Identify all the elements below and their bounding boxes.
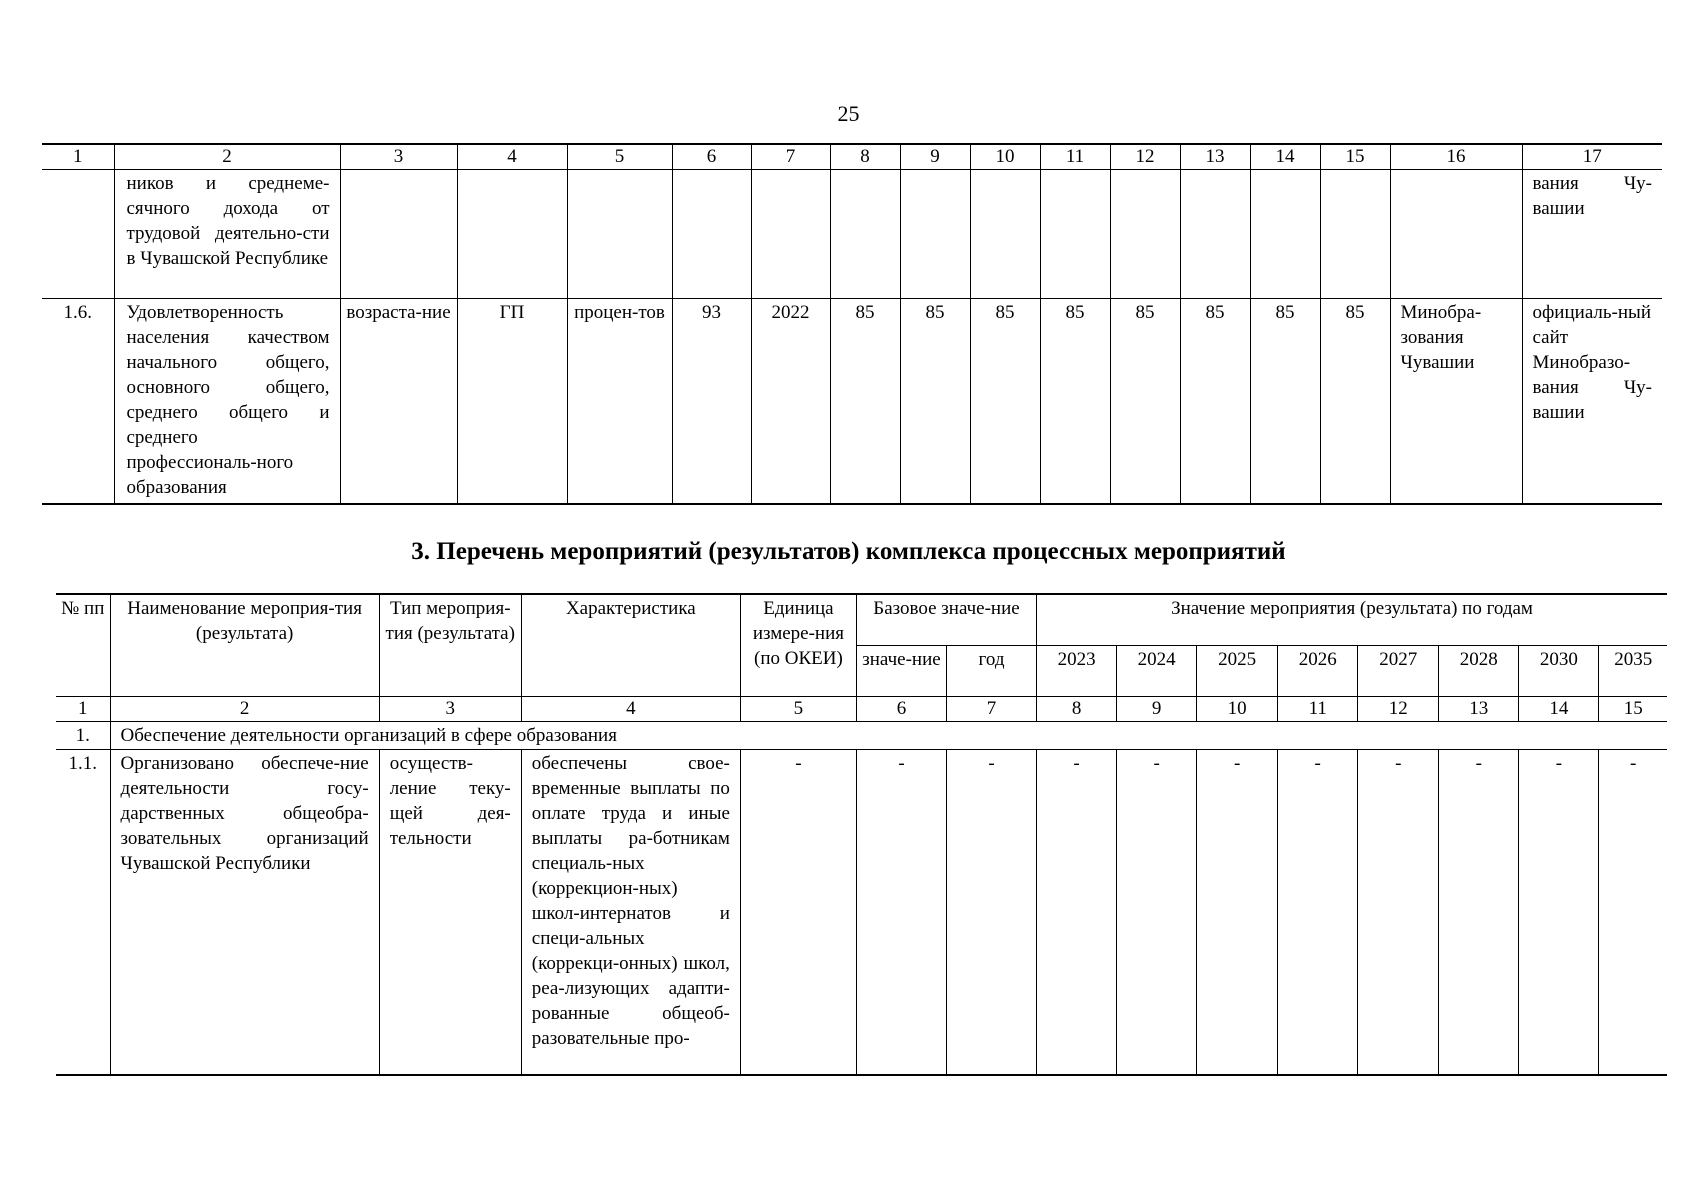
col-num: 7 — [947, 696, 1037, 721]
measures-table — [56, 593, 1667, 1076]
value-cell: 85 — [900, 299, 970, 504]
col-num: 8 — [1037, 696, 1117, 721]
dash-cell: - — [1599, 749, 1667, 1075]
col-num: 5 — [567, 144, 672, 170]
cell — [751, 170, 830, 299]
column-numbers-row — [42, 144, 1662, 170]
col-num: 13 — [1439, 696, 1519, 721]
header-year: 2028 — [1439, 645, 1519, 696]
source-continued: вания Чу-вашии — [1522, 170, 1662, 299]
page-number: 25 — [837, 101, 860, 126]
header-values: Значение мероприятия (результата) по годам — [1037, 594, 1667, 645]
col-num: 4 — [457, 144, 567, 170]
section-number: 1. — [56, 721, 110, 749]
cell — [340, 170, 457, 299]
dash-cell: - — [1358, 749, 1439, 1075]
table-row — [56, 749, 1667, 1075]
header-base: Базовое значе-ние — [856, 594, 1036, 645]
header-row — [56, 594, 1667, 645]
dash-cell: - — [856, 749, 946, 1075]
col-num: 3 — [379, 696, 521, 721]
row-number: 1.1. — [56, 749, 110, 1075]
base-value: 93 — [672, 299, 751, 504]
level: ГП — [457, 299, 567, 504]
indicator-name: Удовлетворенность населения качеством начального общего, основного общего, среднего общего и среднего профессиональ-ного образования — [114, 299, 340, 504]
dash-cell: - — [947, 749, 1037, 1075]
cell — [1320, 170, 1390, 299]
col-num: 16 — [1390, 144, 1522, 170]
col-num: 15 — [1599, 696, 1667, 721]
header-type: Тип мероприя-тия (результата) — [379, 594, 521, 696]
responsible: Минобра-зования Чувашии — [1390, 299, 1522, 504]
col-num: 15 — [1320, 144, 1390, 170]
indicator-name-continued: ников и среднеме-сячного дохода от трудовой деятельно-сти в Чувашской Республике — [114, 170, 340, 299]
col-num: 4 — [521, 696, 740, 721]
col-num: 3 — [340, 144, 457, 170]
col-num: 11 — [1278, 696, 1358, 721]
col-num: 2 — [114, 144, 340, 170]
col-num: 10 — [1197, 696, 1278, 721]
col-num: 5 — [740, 696, 856, 721]
col-num: 14 — [1250, 144, 1320, 170]
dash-cell: - — [1197, 749, 1278, 1075]
col-num: 6 — [856, 696, 946, 721]
col-num: 7 — [751, 144, 830, 170]
col-num: 9 — [900, 144, 970, 170]
section-text: Обеспечение деятельности организаций в сфере образования — [110, 721, 1667, 749]
col-num: 1 — [56, 696, 110, 721]
measure-name: Организовано обеспече-ние деятельности госу-дарственных общеобра-зовательных организаций Чувашской Республики — [110, 749, 379, 1075]
source: официаль-ный сайт Минобразо-вания Чу-вашии — [1522, 299, 1662, 504]
unit: процен-тов — [567, 299, 672, 504]
cell — [830, 170, 900, 299]
cell — [1390, 170, 1522, 299]
cell — [1250, 170, 1320, 299]
col-num: 12 — [1110, 144, 1180, 170]
base-year: 2022 — [751, 299, 830, 504]
header-year: 2035 — [1599, 645, 1667, 696]
value-cell: 85 — [1320, 299, 1390, 504]
cell — [457, 170, 567, 299]
section-title: 3. Перечень мероприятий (результатов) комплекса процессных мероприятий — [411, 538, 1286, 565]
dash-cell: - — [1117, 749, 1197, 1075]
cell — [567, 170, 672, 299]
header-year: 2025 — [1197, 645, 1278, 696]
col-num: 12 — [1358, 696, 1439, 721]
header-base-year: год — [947, 645, 1037, 696]
cell — [900, 170, 970, 299]
header-year: 2023 — [1037, 645, 1117, 696]
value-cell: 85 — [830, 299, 900, 504]
header-characteristic: Характеристика — [521, 594, 740, 696]
section-row — [56, 721, 1667, 749]
col-num: 2 — [110, 696, 379, 721]
table-row — [42, 299, 1662, 504]
dash-cell: - — [740, 749, 856, 1075]
cell — [42, 170, 114, 299]
cell — [1040, 170, 1110, 299]
col-num: 14 — [1519, 696, 1599, 721]
col-num: 10 — [970, 144, 1040, 170]
header-year: 2027 — [1358, 645, 1439, 696]
row-number: 1.6. — [42, 299, 114, 504]
dash-cell: - — [1439, 749, 1519, 1075]
value-cell: 85 — [970, 299, 1040, 504]
direction: возраста-ние — [340, 299, 457, 504]
header-unit: Единица измере-ния (по ОКЕИ) — [740, 594, 856, 696]
header-year: 2030 — [1519, 645, 1599, 696]
col-num: 17 — [1522, 144, 1662, 170]
table-row — [42, 170, 1662, 299]
column-numbers-row — [56, 696, 1667, 721]
cell — [1180, 170, 1250, 299]
dash-cell: - — [1519, 749, 1599, 1075]
value-cell: 85 — [1110, 299, 1180, 504]
value-cell: 85 — [1180, 299, 1250, 504]
col-num: 6 — [672, 144, 751, 170]
header-name: Наименование мероприя-тия (результата) — [110, 594, 379, 696]
value-cell: 85 — [1040, 299, 1110, 504]
col-num: 11 — [1040, 144, 1110, 170]
indicators-table — [42, 143, 1662, 505]
value-cell: 85 — [1250, 299, 1320, 504]
col-num: 1 — [42, 144, 114, 170]
header-year: 2024 — [1117, 645, 1197, 696]
cell — [672, 170, 751, 299]
measure-characteristic: обеспечены свое-временные выплаты по оплате труда и иные выплаты ра-ботникам специаль-ных (коррекцион-ных) школ-интернатов и специ-альных (коррекци-онных) школ, реа-лизующих адапти-рованные общеоб-разовательные про- — [521, 749, 740, 1075]
measure-type: осуществ-ление теку-щей дея-тельности — [379, 749, 521, 1075]
header-num: № пп — [56, 594, 110, 696]
cell — [970, 170, 1040, 299]
col-num: 8 — [830, 144, 900, 170]
header-base-value: значе-ние — [856, 645, 946, 696]
col-num: 9 — [1117, 696, 1197, 721]
dash-cell: - — [1278, 749, 1358, 1075]
col-num: 13 — [1180, 144, 1250, 170]
header-year: 2026 — [1278, 645, 1358, 696]
cell — [1110, 170, 1180, 299]
dash-cell: - — [1037, 749, 1117, 1075]
